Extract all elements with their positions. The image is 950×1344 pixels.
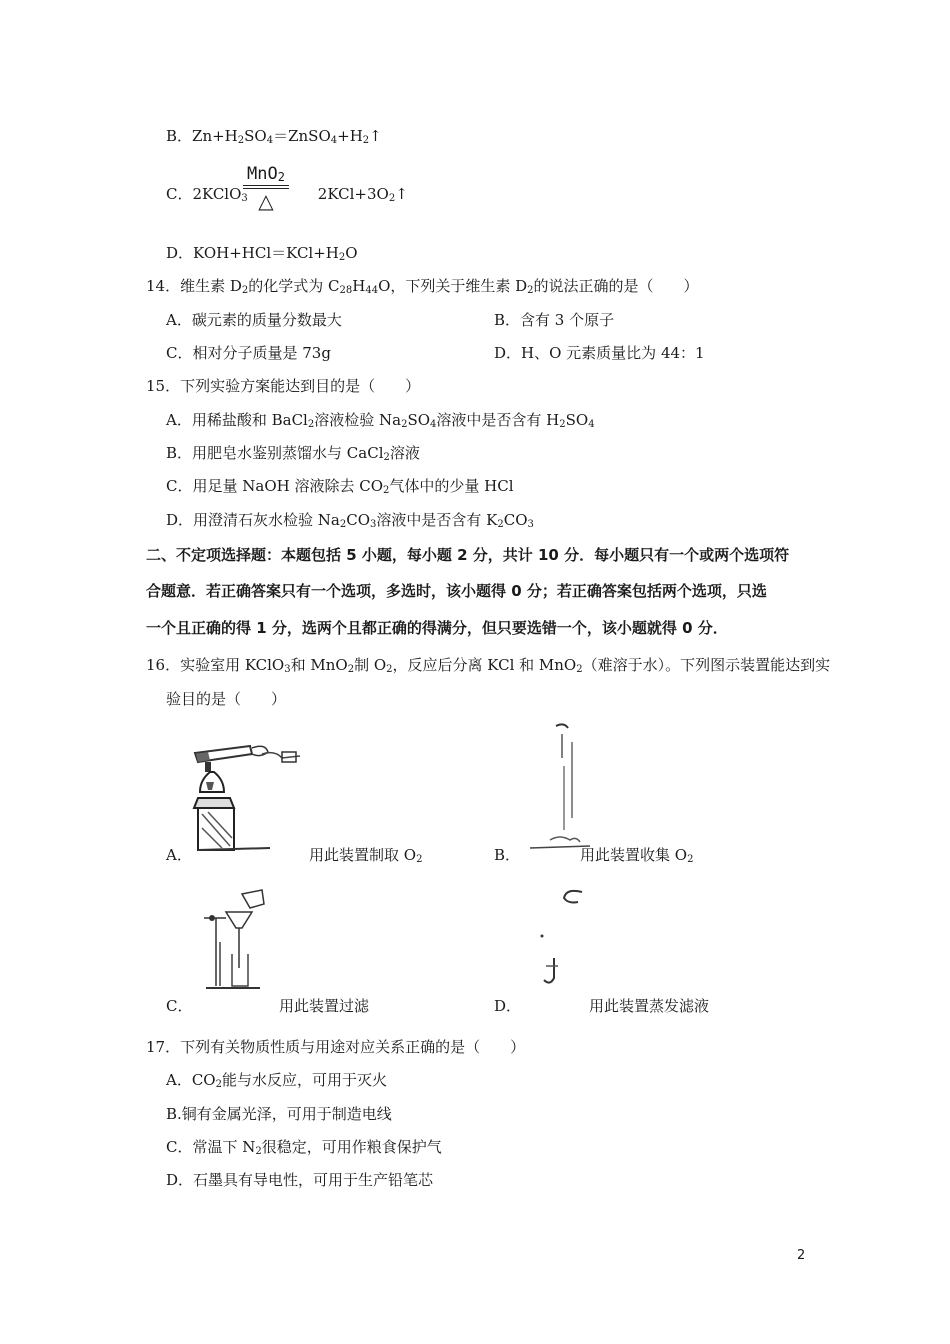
apparatus-a-heating xyxy=(190,738,310,856)
q16-option-b-label: B． xyxy=(494,846,521,864)
q16-stem-line2: 验目的是（ ） xyxy=(166,690,287,708)
q13-option-c: C．2KClO$_3$ $2KCl+3O_2↑$ xyxy=(166,185,408,204)
section2-line3: 一个且正确的得 1 分，选两个且都正确的得满分，但只要选错一个，该小题就得 0 分． xyxy=(146,619,728,637)
q16-option-d-label: D． xyxy=(494,997,522,1015)
apparatus-c-filtration xyxy=(190,882,280,994)
q14-option-d: D．H、O 元素质量比为 44：1 xyxy=(494,344,705,362)
q17-option-b: B.铜有金属光泽，可用于制造电线 xyxy=(166,1105,392,1123)
q16-option-a-label: A． xyxy=(166,846,192,864)
section2-line2: 合题意．若正确答案只有一个选项，多选时，该小题得 0 分；若正确答案包括两个选项，只选 xyxy=(146,582,767,600)
apparatus-b-collection xyxy=(520,718,600,854)
q14-option-b: B．含有 3 个原子 xyxy=(494,311,615,329)
q17-option-a: A．$CO_2$能与水反应，可用于灭火 xyxy=(166,1071,387,1090)
q16-option-c-label: C． xyxy=(166,997,193,1015)
q15-option-b: B．用肥皂水鉴别蒸馏水与 CaCl$_2$溶液 xyxy=(166,444,420,463)
q17-stem: 17．下列有关物质性质与用途对应关系正确的是（ ） xyxy=(146,1038,526,1056)
q14-option-a: A．碳元素的质量分数最大 xyxy=(166,311,342,329)
q16-option-a-text: 用此装置制取 $O_2$ xyxy=(309,846,423,865)
q14-option-c: C．相对分子质量是 73g xyxy=(166,344,331,362)
q13-option-b: B．$Zn+H_2SO_4=ZnSO_4+H_2↑$ xyxy=(166,127,382,146)
q17-option-c: C．常温下 $N_2$很稳定，可用作粮食保护气 xyxy=(166,1138,442,1157)
q14-stem: 14．维生素 $D_2$的化学式为 $C_{28}H_{44}O$，下列关于维生素 $D_2$的说法正确的是（ ） xyxy=(146,277,699,296)
q16-option-b-text: 用此装置收集 $O_2$ xyxy=(580,846,694,865)
q15-stem: 15．下列实验方案能达到目的是（ ） xyxy=(146,377,421,395)
q16-option-d-text: 用此装置蒸发滤液 xyxy=(589,997,710,1015)
q15-option-c: C．用足量 NaOH 溶液除去 $CO_2$气体中的少量 HCl xyxy=(166,477,514,496)
catalyst-condition: MnO$_2$ △ xyxy=(243,164,289,212)
q13-option-d: D．$KOH+HCl=KCl+H_2O$ xyxy=(166,244,358,263)
q16-stem-line1: 16．实验室用 KClO$_3$和 MnO$_2$制 $O_2$，反应后分离 KCl 和 MnO$_2$（难溶于水）。下列图示装置能达到实 xyxy=(146,656,831,675)
page-number: 2 xyxy=(797,1248,806,1263)
q15-option-a: A．用稀盐酸和 BaCl$_2$溶液检验 $Na_2SO_4$溶液中是否含有 $H_2SO_4$ xyxy=(166,411,595,430)
q16-option-c-text: 用此装置过滤 xyxy=(279,997,370,1015)
q15-option-d: D．用澄清石灰水检验 $Na_2CO_3$溶液中是否含有 $K_2CO_3$ xyxy=(166,511,534,530)
q17-option-d: D．石墨具有导电性，可用于生产铅笔芯 xyxy=(166,1171,434,1189)
apparatus-d-evaporation xyxy=(530,882,590,994)
section2-line1: 二、不定项选择题：本题包括 5 小题，每小题 2 分，共计 10 分．每小题只有一个或两个选项符 xyxy=(146,546,790,564)
